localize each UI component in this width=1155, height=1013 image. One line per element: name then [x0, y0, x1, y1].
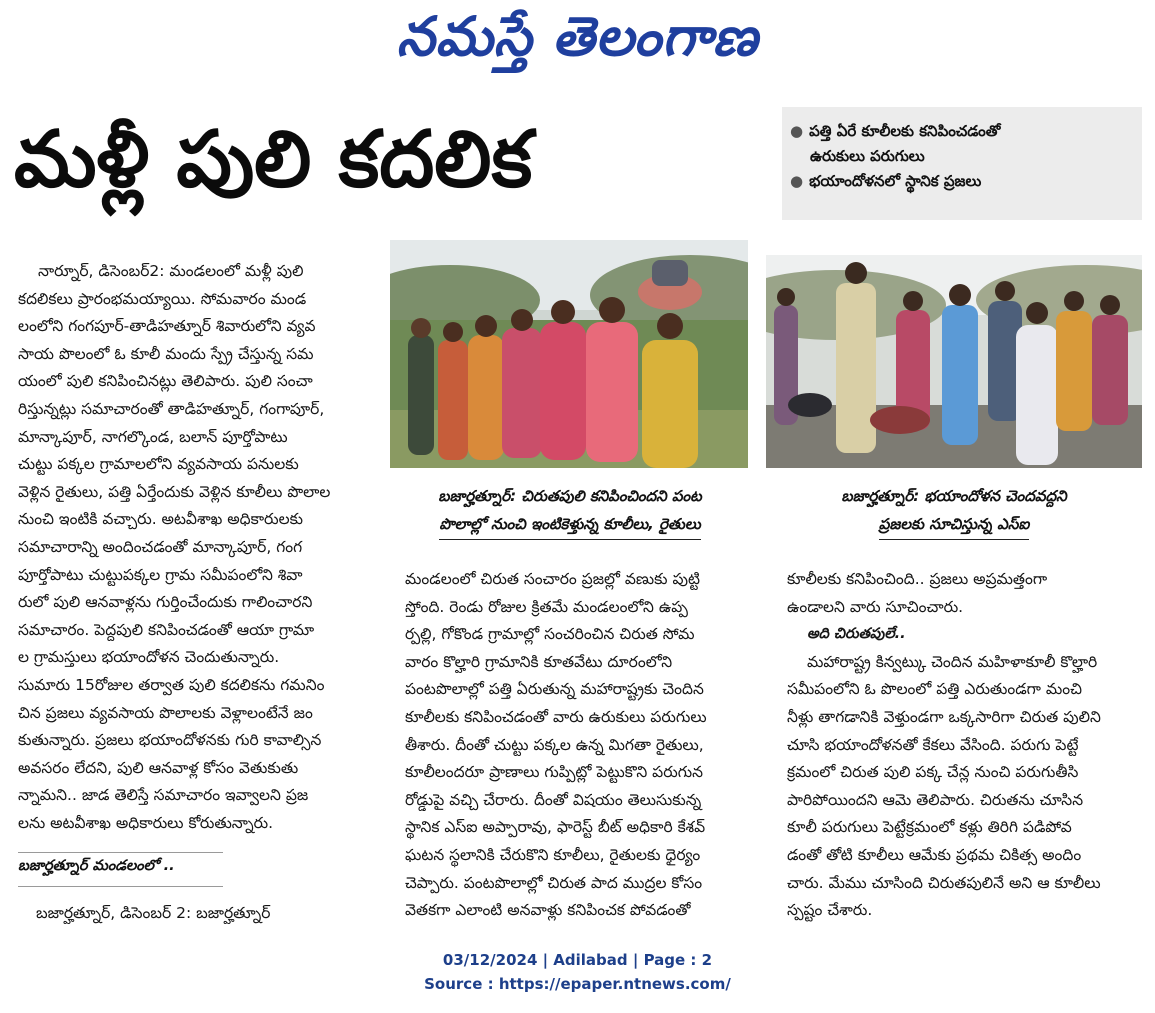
text-line: సమాచారాన్ని అందించడంతో మాన్కాపూర్, గంగ [18, 537, 303, 556]
kicker-text: ఉరుకులు పరుగులు [810, 147, 925, 165]
text-line: రోడ్డుపై వచ్చి చేరారు. దీంతో విషయం తెలుసుకున్న [405, 790, 702, 809]
kicker-text: భయాందోళనలో స్థానిక ప్రజలు [809, 172, 982, 190]
text-line: కుతున్నారు. ప్రజలు భయాందోళనకు గురి కావాల్సిన [18, 731, 322, 750]
text-line: కూలీలందరూ ప్రాణాలు గుప్పిట్లో పెట్టుకొని పరుగున [405, 763, 704, 782]
kicker-box [782, 107, 1142, 220]
photo-illustration [390, 240, 748, 468]
text-line: ర్పల్లి, గోకొండ గ్రామాల్లో సంచరించిన చిరుత సోమ [405, 625, 695, 644]
text-line: పారిపోయిందని ఆమె తెలిపారు. చిరుతను చూసిన [787, 790, 1084, 809]
text-line: సమీపంలోని ఓ పొలంలో పత్తి ఎరుతుండగా మంచి [787, 680, 1083, 699]
text-line: కదలికలు ప్రారంభమయ్యాయి. సోమవారం మండ [18, 289, 307, 308]
text-line: స్తోంది. రెండు రోజుల క్రితమే మండలంలోని ఉప్ప [405, 597, 688, 616]
text-line: సమాచారం. పెద్దపులి కనిపించడంతో ఆయా గ్రామా [18, 620, 315, 639]
headline: మళ్లీ పులి కదలిక [14, 115, 533, 205]
article-column-1 [18, 258, 373, 837]
text-line: కూలీలకు కనిపించింది.. ప్రజలు అప్రమత్తంగా [787, 570, 1048, 588]
text-line: తీశారు. దీంతో చుట్టు పక్కల ఉన్న మిగతా రైతులు, [405, 735, 704, 754]
kicker-text: పత్తి ఏరే కూలీలకు కనిపించడంతో [809, 122, 1001, 140]
bullet-icon: ● [790, 172, 804, 190]
caption-line: బజార్హత్నూర్: చిరుతపులి కనిపించిందని పంట [438, 487, 702, 505]
section-subhead: బజార్హత్నూర్ మండలంలో .. [18, 858, 175, 874]
caption-line: బజార్హత్నూర్: భయాందోళన చెందవద్దని [841, 487, 1067, 505]
text-line: నీళ్లు తాగడానికి వెళ్తుండగా ఒక్కసారిగా చిరుత పులిని [787, 707, 1101, 726]
text-line: రిస్తున్నట్లు సమాచారంతో తాడిహత్నూర్, గంగాపూర్, [18, 399, 325, 418]
text-line: లను అటవీశాఖ అధికారులు కోరుతున్నారు. [18, 813, 274, 832]
caption-line: పొలాల్లో నుంచి ఇంటికెళ్తున్న కూలీలు, రైతులు [439, 510, 700, 540]
dateline: బజార్హత్నూర్, డిసెంబర్ 2: బజార్హత్నూర్ [36, 904, 271, 922]
kicker-item [790, 169, 1132, 194]
masthead: నమస్తే తెలంగాణ [396, 4, 759, 68]
text-line: మాన్కాపూర్, నాగల్కొండ, బలాన్ పూర్తోపాటు [18, 427, 288, 446]
text-line: మండలంలో చిరుత సంచారం ప్రజల్లో వణుకు పుట్టి [405, 570, 700, 588]
text-line: స్పష్టం చేశారు. [787, 901, 873, 920]
photo-caption-2 [766, 482, 1142, 540]
text-line: ఉండాలని వారు సూచించారు. [787, 597, 964, 616]
text-line: చారు. మేము చూసింది చిరుతపులినే అని ఆ కూలీలు [787, 873, 1101, 892]
text-line: నుంచి ఇంటికి వచ్చారు. అటవీశాఖ అధికారులకు [18, 510, 304, 529]
text-line: చూసి భయాందోళనతో కేకలు వేసింది. పరుగు పెట్టే [787, 735, 1079, 754]
article-column-3 [787, 566, 1142, 925]
text-line: ఘటన స్థలానికి చేరుకొని కూలీలు, రైతులకు ధైర్యం [405, 845, 701, 864]
photo-si-addressing-villagers [766, 255, 1142, 468]
text-line: లంలోని గంగపూర్-తాడిహత్నూర్ శివారులోని వ్యవ [18, 317, 316, 336]
text-line: డంతో తోటి కూలీలు ఆమేకు ప్రథమ చికిత్స అందిం [787, 845, 1082, 864]
kicker-item [790, 119, 1132, 144]
kicker-item-continued [790, 144, 1132, 169]
text-line: వెళ్లిన రైతులు, పత్తి ఏర్తేందుకు వెళ్లిన కూలీలు పొలాల [18, 482, 331, 501]
text-line: కూలీ పరుగులు పెట్టేక్రమంలో కళ్లు తిరిగి పడిపోవ [787, 818, 1072, 837]
text-line: కూలీలకు కనిపించడంతో వారు ఉరుకులు పరుగులు [405, 707, 707, 726]
text-line: నార్నూర్, డిసెంబర్2: మండలంలో మళ్లీ పులి [38, 262, 304, 280]
text-line: సాయ పొలంలో ఓ కూలీ మందు స్ప్రే చేస్తున్న సమ [18, 344, 314, 363]
article-column-2 [405, 566, 755, 925]
photo-women-returning-from-fields [390, 240, 748, 468]
text-line: పంటపొలాల్లో పత్తి ఏరుతున్న మహారాష్ట్రకు చెందిన [405, 680, 704, 699]
text-line: వారం కొల్హారి గ్రామానికి కూతవేటు దూరంలోని [405, 652, 673, 671]
text-line: చిన ప్రజలు వ్యవసాయ పొలాలకు వెళ్లాలంటేనే జం [18, 703, 313, 722]
text-line: న్నామని.. జాడ తెలిస్తే సమాచారం ఇవ్వాలని ప్రజ [18, 786, 309, 805]
footer-source-link[interactable]: Source : https://epaper.ntnews.com/ [424, 975, 731, 993]
text-line: స్థానిక ఎస్ఐ అప్పారావు, ఫారెస్ట్ బీట్ అధికారి కేశవ్ [405, 818, 706, 837]
text-line: ల గ్రామస్తులు భయాందోళన చెందుతున్నారు. [18, 648, 280, 667]
photo-caption-1 [390, 482, 750, 540]
bullet-icon: ● [790, 122, 804, 140]
text-line: రులో పులి ఆనవాళ్లను గుర్తించేందుకు గాలించారని [18, 593, 313, 612]
text-line: సుమారు 15రోజుల తర్వాత పులి కదలికను గమనిం [18, 675, 325, 694]
text-line: చుట్టు పక్కల గ్రామాలలోని వ్యవసాయ పనులకు [18, 455, 299, 474]
text-line: యంలో పులి కనిపించినట్లు తెలిపారు. పులి సంచా [18, 372, 313, 391]
text-line: పూర్తోపాటు చుట్టుపక్కల గ్రామ సమీపంలోని శివా [18, 565, 303, 584]
text-line: అవసరం లేదని, పులి ఆనవాళ్ల కోసం వెతుకుతు [18, 758, 299, 777]
photo-illustration [766, 255, 1142, 468]
column-divider [18, 852, 223, 853]
text-line: వెతకగా ఎలాంటి అనవాళ్లు కనిపించక పోవడంతో [405, 901, 691, 920]
column-divider [18, 886, 223, 887]
caption-line: ప్రజలకు సూచిస్తున్న ఎస్ఐ [879, 510, 1030, 540]
text-line: మహారాష్ట్ర కిన్వట్కు చెందిన మహిళాకూలీ కొల్హారి [807, 652, 1098, 671]
text-line: చెప్పారు. పంటపొలాల్లో చిరుత పాద ముద్రల కోసం [405, 873, 703, 892]
footer-date-edition: 03/12/2024 | Adilabad | Page : 2 [442, 951, 713, 969]
section-subhead: అది చిరుతపులే.. [807, 626, 906, 643]
text-line: క్రమంలో చిరుత పులి పక్క చేన్ల నుంచి పరుగుతీసి [787, 763, 1079, 782]
